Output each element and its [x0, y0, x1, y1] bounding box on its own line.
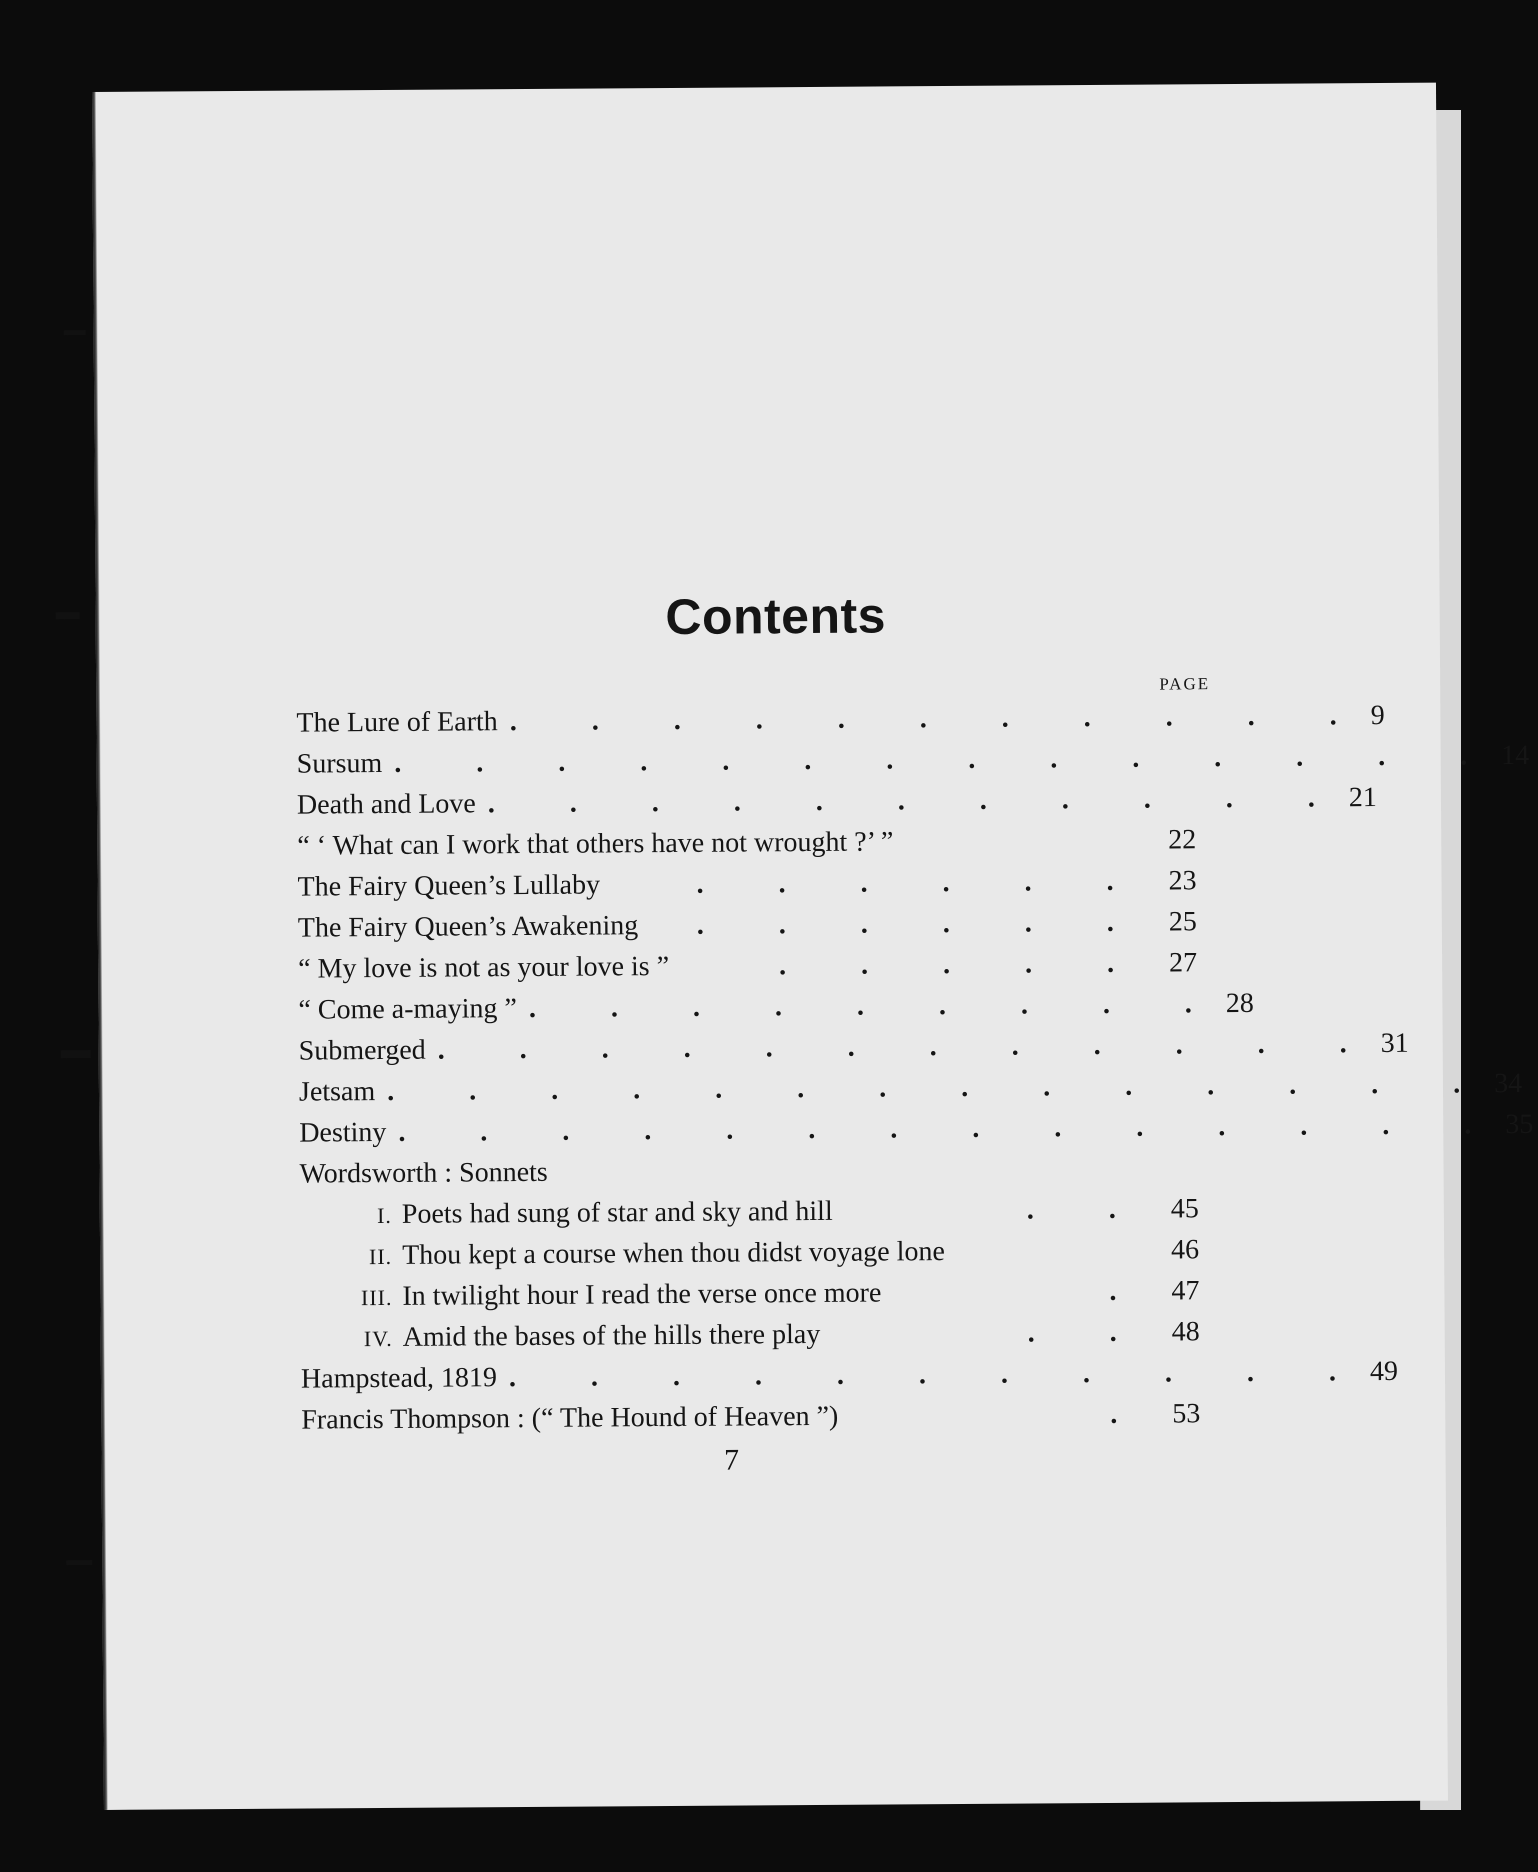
entry-title: Death and Love: [296, 788, 476, 821]
page-title: Contents: [665, 587, 887, 646]
binding-mark: [66, 1560, 92, 1565]
sonnet-entry: [300, 1270, 1220, 1317]
leader-dots: . . . . .: [779, 947, 1149, 982]
leader-dots: . . . . . . . . . . . .: [437, 1028, 1381, 1066]
sonnet-title: In twilight hour I read the verse once more: [402, 1277, 882, 1312]
leader-dots: . . . . . .: [696, 906, 1148, 941]
entry-title: “ ‘ What can I work that others have not wrought ?’ ”: [297, 826, 894, 862]
toc-list: [296, 696, 1534, 1194]
entry-title: [300, 1272, 893, 1318]
entry-page-number: 22: [1168, 824, 1197, 856]
entry-page-number: 27: [1168, 947, 1198, 979]
entry-page-number: 14: [1501, 739, 1530, 772]
toc-entry: [299, 1147, 1219, 1194]
entry-title: Hampstead, 1819: [300, 1362, 498, 1395]
leader-dots: . . . . . .: [696, 865, 1148, 900]
leader-dots: .: [1109, 1275, 1151, 1307]
entry-title: [300, 1231, 957, 1278]
leader-dots: .: [1110, 1398, 1152, 1430]
leader-dots: . . . . . . . . . . . . . .: [398, 1109, 1506, 1148]
page-number: 7: [723, 1443, 740, 1477]
binding-mark: [61, 1050, 91, 1058]
toc-entry: [297, 819, 1217, 866]
leader-dots: . .: [1026, 1193, 1150, 1226]
toc-entry: [299, 1106, 1534, 1153]
entry-page-number: 34: [1494, 1068, 1523, 1100]
entry-title: Francis Thompson : (“ The Hound of Heaven ”): [301, 1400, 839, 1436]
toc-entry: [300, 1352, 1399, 1399]
sonnet-list: [300, 1188, 1221, 1358]
leader-dots: . . . . . . . . . . .: [509, 700, 1371, 738]
toc-entry: [298, 983, 1254, 1030]
entry-page-number: 48: [1171, 1316, 1200, 1348]
entry-page-number: 23: [1168, 865, 1197, 897]
entry-page-number: 35: [1505, 1108, 1534, 1141]
sonnet-numeral: I.: [376, 1202, 392, 1229]
entry-page-number: 31: [1380, 1027, 1409, 1060]
entry-page-number: 28: [1225, 987, 1254, 1020]
entry-title: The Lure of Earth: [296, 706, 498, 739]
toc-entry: [298, 942, 1218, 989]
sonnet-numeral: III.: [360, 1284, 393, 1311]
entry-title: Sursum: [296, 747, 383, 780]
sonnet-entry: [300, 1229, 1220, 1276]
entry-page-number: 21: [1348, 782, 1377, 814]
entry-title: [300, 1191, 845, 1237]
entry-title: Destiny: [299, 1116, 387, 1149]
leader-dots: . .: [1027, 1316, 1151, 1349]
sonnet-entry: [300, 1188, 1220, 1235]
sonnet-title: Amid the bases of the hills there play: [402, 1318, 821, 1353]
sonnet-title: Thou kept a course when thou didst voyage lone: [402, 1236, 945, 1271]
entry-page-number: 45: [1170, 1193, 1199, 1225]
leader-dots: [957, 1259, 1150, 1260]
leader-dots: . . . . . . . . . . .: [508, 1356, 1371, 1394]
toc-entry: [296, 737, 1530, 784]
entry-page-number: 49: [1369, 1355, 1399, 1388]
toc-entry: [297, 860, 1217, 907]
entry-title: The Fairy Queen’s Lullaby: [297, 869, 601, 903]
entry-title: Jetsam: [298, 1076, 376, 1108]
table-of-contents: [295, 584, 1534, 1480]
entry-title: Wordsworth : Sonnets: [299, 1156, 548, 1190]
binding-mark: [56, 612, 80, 619]
toc-entry: [296, 778, 1377, 825]
toc-entry: [298, 901, 1218, 948]
entry-page-number: 46: [1171, 1234, 1200, 1266]
sonnet-numeral: II.: [368, 1243, 393, 1270]
entry-page-number: 53: [1172, 1398, 1201, 1430]
toc-entry: [298, 1024, 1409, 1071]
entry-title: “ Come a-maying ”: [298, 993, 518, 1026]
toc-entry: [301, 1393, 1221, 1440]
sonnet-title: Poets had sung of star and sky and hill: [401, 1195, 833, 1230]
entry-title: “ My love is not as your love is ”: [298, 950, 670, 985]
leader-dots: [905, 849, 1147, 851]
sonnet-entry: [301, 1311, 1221, 1358]
page-column-header: PAGE: [1159, 674, 1211, 694]
entry-title: [301, 1314, 833, 1360]
leader-dots: . . . . . . . . .: [528, 988, 1226, 1024]
entry-page-number: 25: [1168, 906, 1197, 938]
entry-title: The Fairy Queen’s Awakening: [297, 910, 639, 944]
sonnet-numeral: IV.: [363, 1325, 393, 1352]
book-page: [92, 83, 1534, 1810]
leader-dots: . . . . . . . . . . . . . .: [387, 1068, 1495, 1107]
leader-dots: . . . . . . . . . . .: [487, 782, 1349, 820]
toc-entry: [296, 696, 1385, 743]
entry-page-number: 9: [1370, 699, 1385, 732]
leader-dots: . . . . . . . . . . . . . .: [394, 740, 1502, 779]
entry-title: Submerged: [298, 1034, 426, 1067]
binding-mark: [64, 330, 86, 335]
toc-entry: [298, 1065, 1523, 1112]
leader-dots: [560, 1177, 1150, 1181]
toc-list-trailing: [300, 1352, 1399, 1440]
entry-page-number: 47: [1171, 1275, 1200, 1307]
binding-gutter: [92, 92, 108, 1810]
